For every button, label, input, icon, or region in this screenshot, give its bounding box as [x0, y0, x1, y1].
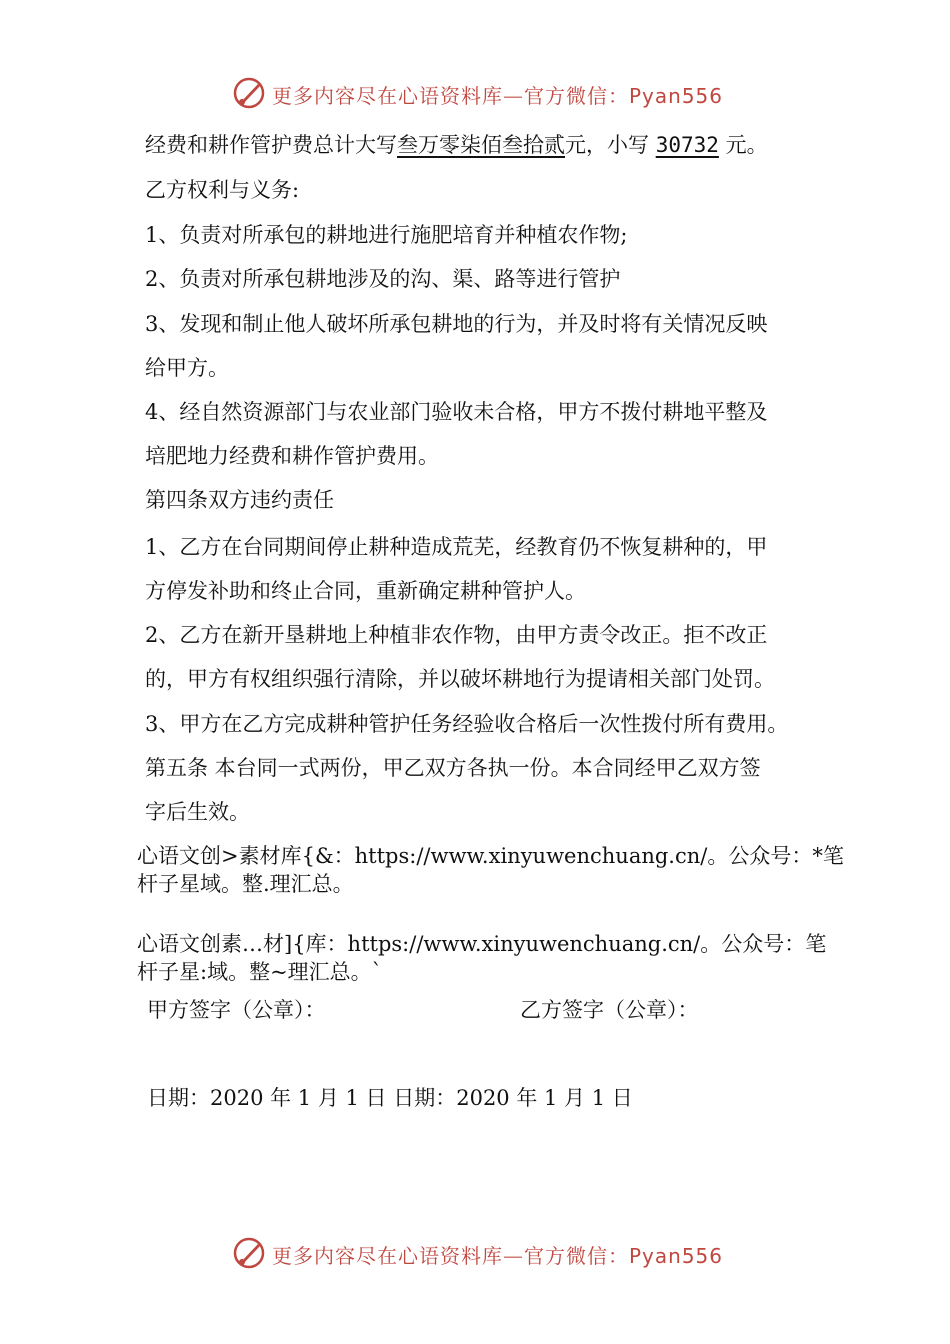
banner-title: 更多内容尽在心语资料库: [272, 84, 503, 108]
watermark-2-line-2: 杆子星:域。整~理汇总。`: [137, 960, 383, 984]
banner-text: [272, 80, 723, 109]
article-5-line-1: 第五条 本台同一式两份，甲乙双方各执一份。本合同经甲乙双方签: [145, 756, 761, 780]
article-4-item-3: 3、甲方在乙方完成耕种管护任务经验收合格后一次性拨付所有费用。: [145, 712, 789, 736]
article-4-heading: 第四条双方违约责任: [145, 488, 334, 512]
banner-separator: —: [503, 84, 524, 108]
banner-contact: 官方微信：Pyan556: [524, 1244, 724, 1268]
banner-text: [272, 1240, 723, 1269]
watermark-2-line-1: 心语文创素…材]{库：https://www.xinyuwenchuang.cn/。公众号：笔: [137, 932, 827, 956]
pen-logo-icon: [232, 1236, 266, 1270]
party-b-item-4-line-2: 培肥地力经费和耕作管护费用。: [145, 444, 439, 468]
banner-title: 更多内容尽在心语资料库: [272, 1244, 503, 1268]
amount-in-figures: 30732: [655, 133, 719, 157]
watermark-1-line-1: 心语文创>素材库{&：https://www.xinyuwenchuang.cn/。公众号：*笔: [137, 844, 844, 868]
party-a-signature-label: 甲方签字（公章）：: [147, 998, 326, 1022]
party-b-item-3-line-2: 给甲方。: [145, 356, 229, 380]
fee-prefix: 经费和耕作管护费总计大写: [145, 133, 397, 157]
amount-in-words: 叁万零柒佰叁拾贰: [397, 133, 565, 157]
banner-separator: —: [503, 1244, 524, 1268]
party-b-item-3-line-1: 3、发现和制止他人破坏所承包耕地的行为，并及时将有关情况反映: [145, 312, 768, 336]
article-4-item-2-line-2: 的，甲方有权组织强行清除，并以破坏耕地行为提请相关部门处罚。: [145, 667, 775, 691]
footer-banner: [0, 1234, 950, 1274]
fee-suffix: 元。: [718, 133, 768, 157]
pen-logo-icon: [232, 76, 266, 110]
signature-dates: 日期：2020 年 1 月 1 日 日期：2020 年 1 月 1 日: [147, 1086, 633, 1110]
header-banner: [0, 74, 950, 114]
fee-middle: 元，小写: [565, 133, 656, 157]
banner-contact: 官方微信：Pyan556: [524, 84, 724, 108]
article-4-item-1-line-2: 方停发补助和终止合同，重新确定耕种管护人。: [145, 579, 586, 603]
article-5-line-2: 字后生效。: [145, 800, 250, 824]
party-b-item-2: 2、负责对所承包耕地涉及的沟、渠、路等进行管护: [145, 267, 621, 291]
party-b-signature-label: 乙方签字（公章）：: [520, 998, 699, 1022]
party-b-item-1: 1、负责对所承包的耕地进行施肥培育并种植农作物;: [145, 223, 628, 247]
party-b-heading: 乙方权利与义务:: [145, 178, 300, 202]
party-b-item-4-line-1: 4、经自然资源部门与农业部门验收未合格，甲方不拨付耕地平整及: [145, 400, 768, 424]
article-4-item-2-line-1: 2、乙方在新开垦耕地上种植非农作物，由甲方责令改正。拒不改正: [145, 623, 768, 647]
watermark-1-line-2: 杆子星域。整.理汇总。: [137, 872, 354, 896]
article-4-item-1-line-1: 1、乙方在台同期间停止耕种造成荒芜，经教育仍不恢复耕种的，甲: [145, 535, 768, 559]
fee-total-line: [145, 131, 768, 159]
